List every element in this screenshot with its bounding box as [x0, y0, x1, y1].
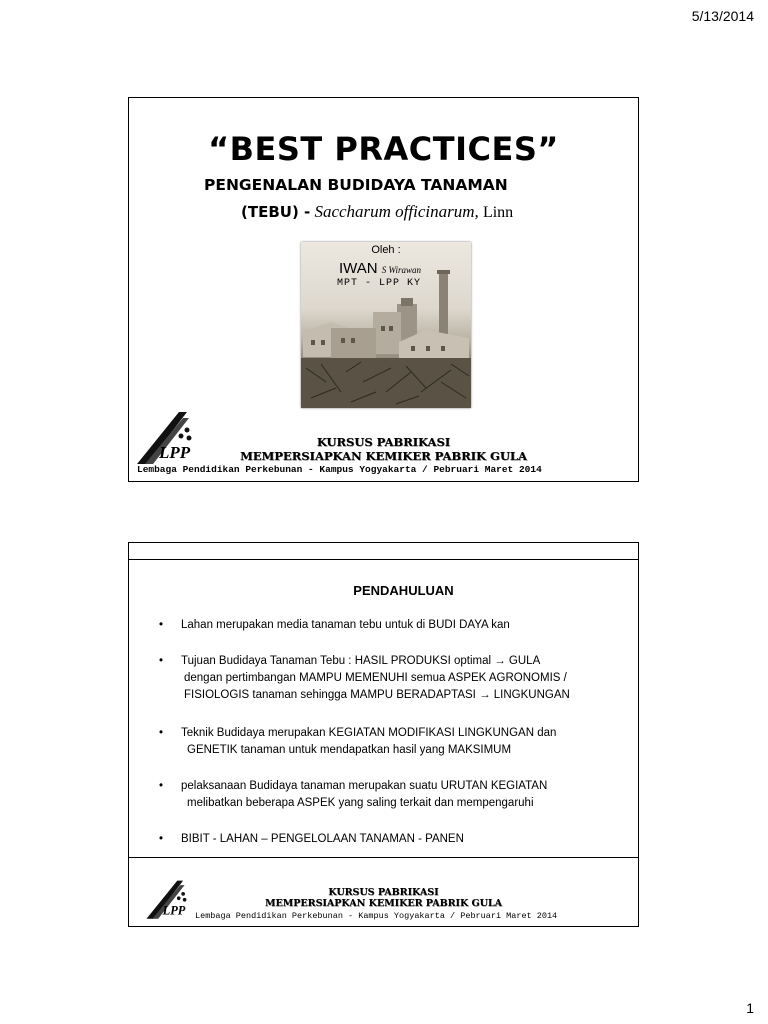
course-line-2: MEMPERSIAPKAN KEMIKER PABRIK GULA [240, 449, 527, 463]
institution-footer: Lembaga Pendidikan Perkebunan - Kampus Yogyakarta / Pebruari Maret 2014 [195, 911, 558, 921]
subtitle-scientific-name: Saccharum officinarum, [314, 202, 479, 221]
svg-text:LPP: LPP [162, 903, 186, 918]
slide-subtitle-species [241, 202, 513, 222]
slide-1 [128, 97, 639, 482]
list-item-line: Lahan merupakan media tanaman tebu untuk di BUDI DAYA kan [181, 619, 510, 631]
sugar-factory-photo [301, 242, 471, 408]
author-name [339, 260, 421, 277]
slide-subtitle: PENGENALAN BUDIDAYA TANAMAN [204, 176, 508, 194]
institution-footer: Lembaga Pendidikan Perkebunan - Kampus Yogyakarta / Pebruari Maret 2014 [137, 464, 542, 475]
bullet-icon: • [159, 780, 164, 792]
bullet-icon: • [159, 727, 164, 739]
list-item-line: melibatkan beberapa ASPEK yang saling terkait dan mempengaruhi [187, 797, 534, 809]
slide-2 [128, 542, 639, 927]
list-item-line: pelaksanaan Budidaya tanaman merupakan suatu URUTAN KEGIATAN [181, 780, 548, 792]
list-item-text [181, 778, 547, 812]
list-item-line: Tujuan Budidaya Tanaman Tebu : HASIL PRODUKSI optimal → GULA [181, 655, 541, 667]
list-item-text [181, 617, 510, 634]
print-date: 5/13/2014 [691, 8, 754, 24]
author-name-main: IWAN [339, 260, 378, 277]
slide-footer-divider [129, 857, 638, 858]
svg-text:LPP: LPP [159, 443, 191, 462]
author-role: MPT - LPP KY [337, 278, 422, 289]
list-item-text [181, 725, 556, 759]
course-line-1: KURSUS PABRIKASI [316, 435, 451, 449]
course-title [129, 887, 638, 909]
bullet-icon: • [159, 619, 164, 631]
list-item-text [181, 653, 570, 704]
slide-heading: PENDAHULUAN [353, 583, 454, 598]
subtitle-tebu: (TEBU) - [241, 203, 311, 221]
list-item-line: GENETIK tanaman untuk mendapatkan hasil yang MAKSIMUM [187, 744, 512, 756]
oleh-label: Oleh : [371, 244, 401, 256]
slide-top-band [129, 543, 638, 560]
list-item-line: FISIOLOGIS tanaman sehingga MAMPU BERADAPTASI → LINGKUNGAN [184, 689, 570, 701]
list-item-text [181, 831, 464, 848]
course-title [129, 435, 638, 463]
page-number: 1 [746, 1000, 754, 1016]
slide-title: “BEST PRACTICES” [208, 130, 559, 168]
list-item-line: dengan pertimbangan MAMPU MEMENUHI semua ASPEK AGRONOMIS / [184, 672, 567, 684]
author-name-suffix: S Wirawan [381, 265, 422, 275]
bullet-icon: • [159, 655, 164, 667]
bullet-icon: • [159, 833, 164, 845]
course-line-2: MEMPERSIAPKAN KEMIKER PABRIK GULA [265, 898, 502, 909]
course-line-1: KURSUS PABRIKASI [328, 887, 439, 898]
subtitle-linn: Linn [482, 204, 514, 221]
list-item-line: Teknik Budidaya merupakan KEGIATAN MODIFIKASI LINGKUNGAN dan [181, 727, 557, 739]
list-item-line: BIBIT - LAHAN – PENGELOLAAN TANAMAN - PANEN [181, 833, 464, 845]
